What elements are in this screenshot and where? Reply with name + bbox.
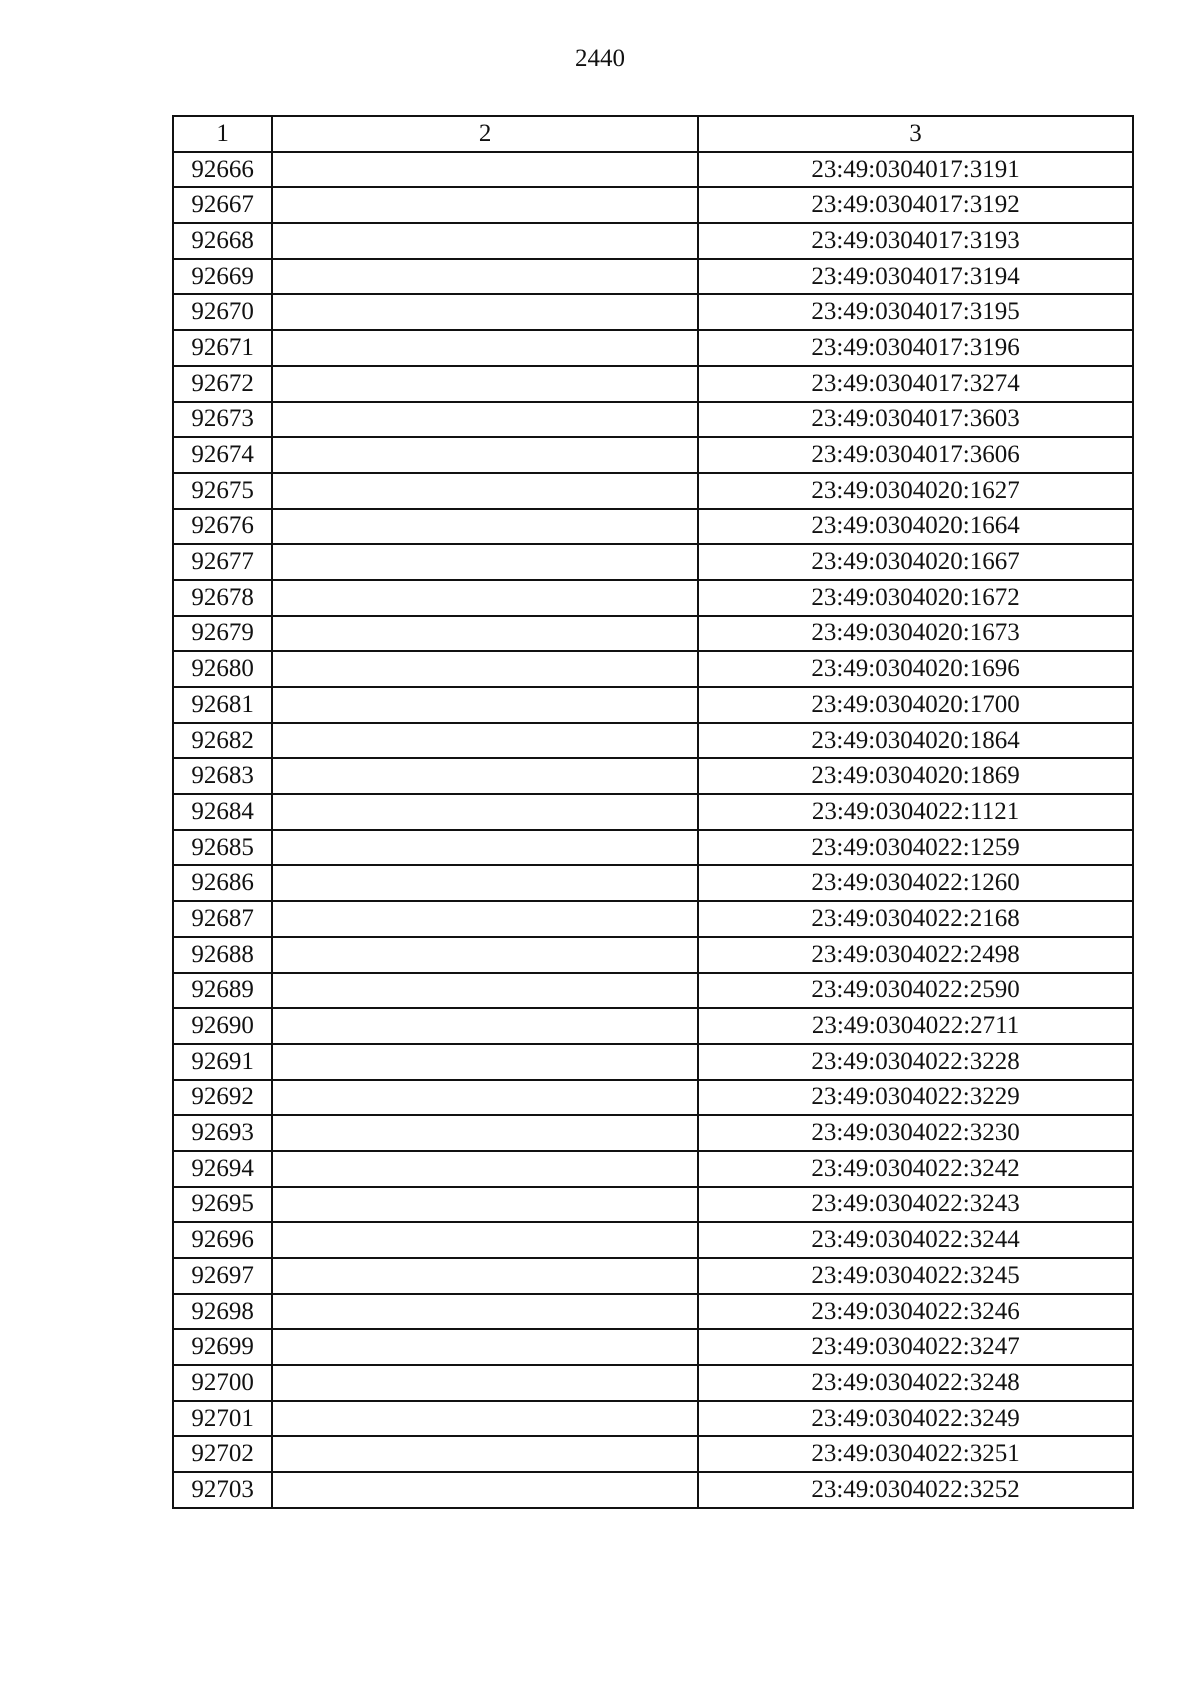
table-row (173, 973, 1133, 1009)
row-number-cell: 92687 (173, 901, 272, 937)
cadastral-number-cell: 23:49:0304020:1696 (698, 651, 1133, 687)
row-number-cell: 92668 (173, 223, 272, 259)
cadastral-number-cell: 23:49:0304020:1869 (698, 758, 1133, 794)
row-name-cell (272, 1472, 698, 1508)
header-cell-3: 3 (698, 116, 1133, 152)
cadastral-number-cell: 23:49:0304022:3242 (698, 1151, 1133, 1187)
table-row (173, 1258, 1133, 1294)
table-row (173, 366, 1133, 402)
row-name-cell (272, 1080, 698, 1116)
row-number-cell: 92703 (173, 1472, 272, 1508)
cadastral-number-cell: 23:49:0304020:1700 (698, 687, 1133, 723)
row-name-cell (272, 580, 698, 616)
table-row (173, 580, 1133, 616)
cadastral-number-cell: 23:49:0304017:3274 (698, 366, 1133, 402)
row-number-cell: 92688 (173, 937, 272, 973)
table-row (173, 402, 1133, 438)
row-number-cell: 92686 (173, 865, 272, 901)
row-name-cell (272, 223, 698, 259)
table-row (173, 1187, 1133, 1223)
cadastral-number-cell: 23:49:0304017:3606 (698, 437, 1133, 473)
table-row (173, 616, 1133, 652)
cadastral-number-cell: 23:49:0304017:3195 (698, 294, 1133, 330)
cadastral-number-cell: 23:49:0304017:3603 (698, 402, 1133, 438)
table-row (173, 294, 1133, 330)
row-number-cell: 92702 (173, 1436, 272, 1472)
table-body (173, 116, 1133, 1508)
row-number-cell: 92667 (173, 187, 272, 223)
header-cell-2: 2 (272, 116, 698, 152)
row-number-cell: 92676 (173, 509, 272, 545)
cadastral-number-cell: 23:49:0304022:3228 (698, 1044, 1133, 1080)
row-name-cell (272, 473, 698, 509)
row-name-cell (272, 937, 698, 973)
row-number-cell: 92701 (173, 1401, 272, 1437)
table-row (173, 1151, 1133, 1187)
row-number-cell: 92666 (173, 152, 272, 188)
cadastral-number-cell: 23:49:0304022:2498 (698, 937, 1133, 973)
table-row (173, 1115, 1133, 1151)
cadastral-number-cell: 23:49:0304020:1673 (698, 616, 1133, 652)
table-row (173, 901, 1133, 937)
cadastral-number-cell: 23:49:0304017:3191 (698, 152, 1133, 188)
row-number-cell: 92669 (173, 259, 272, 295)
row-name-cell (272, 1222, 698, 1258)
table-row (173, 1294, 1133, 1330)
row-number-cell: 92672 (173, 366, 272, 402)
row-number-cell: 92699 (173, 1329, 272, 1365)
cadastral-number-cell: 23:49:0304022:2711 (698, 1008, 1133, 1044)
table-row (173, 651, 1133, 687)
header-row (173, 116, 1133, 152)
row-name-cell (272, 1187, 698, 1223)
cadastral-number-cell: 23:49:0304022:3230 (698, 1115, 1133, 1151)
row-name-cell (272, 973, 698, 1009)
table-row (173, 687, 1133, 723)
row-number-cell: 92673 (173, 402, 272, 438)
row-number-cell: 92691 (173, 1044, 272, 1080)
cadastral-number-cell: 23:49:0304022:2590 (698, 973, 1133, 1009)
table-row (173, 437, 1133, 473)
table-row (173, 865, 1133, 901)
table-row (173, 1329, 1133, 1365)
row-number-cell: 92671 (173, 330, 272, 366)
row-name-cell (272, 152, 698, 188)
row-name-cell (272, 651, 698, 687)
cadastral-number-cell: 23:49:0304022:3243 (698, 1187, 1133, 1223)
table-row (173, 1222, 1133, 1258)
row-number-cell: 92695 (173, 1187, 272, 1223)
row-number-cell: 92678 (173, 580, 272, 616)
cadastral-number-cell: 23:49:0304022:3251 (698, 1436, 1133, 1472)
cadastral-number-cell: 23:49:0304022:3249 (698, 1401, 1133, 1437)
page-number: 2440 (575, 45, 625, 72)
row-number-cell: 92684 (173, 794, 272, 830)
row-name-cell (272, 1365, 698, 1401)
cadastral-number-cell: 23:49:0304022:3248 (698, 1365, 1133, 1401)
table-row (173, 1401, 1133, 1437)
row-name-cell (272, 1115, 698, 1151)
row-name-cell (272, 544, 698, 580)
row-name-cell (272, 330, 698, 366)
row-number-cell: 92670 (173, 294, 272, 330)
row-number-cell: 92681 (173, 687, 272, 723)
row-number-cell: 92675 (173, 473, 272, 509)
row-number-cell: 92685 (173, 830, 272, 866)
registry-table (172, 115, 1134, 1509)
table-row (173, 723, 1133, 759)
header-cell-1: 1 (173, 116, 272, 152)
row-number-cell: 92698 (173, 1294, 272, 1330)
cadastral-number-cell: 23:49:0304022:3245 (698, 1258, 1133, 1294)
table-row (173, 1365, 1133, 1401)
table-row (173, 937, 1133, 973)
cadastral-number-cell: 23:49:0304017:3196 (698, 330, 1133, 366)
row-number-cell: 92697 (173, 1258, 272, 1294)
row-name-cell (272, 1151, 698, 1187)
row-name-cell (272, 1008, 698, 1044)
table-row (173, 473, 1133, 509)
table-row (173, 1008, 1133, 1044)
table-row (173, 152, 1133, 188)
row-number-cell: 92692 (173, 1080, 272, 1116)
table-row (173, 758, 1133, 794)
table-row (173, 187, 1133, 223)
row-name-cell (272, 865, 698, 901)
row-name-cell (272, 437, 698, 473)
row-name-cell (272, 509, 698, 545)
table-row (173, 509, 1133, 545)
row-name-cell (272, 1401, 698, 1437)
cadastral-number-cell: 23:49:0304022:1121 (698, 794, 1133, 830)
table-row (173, 544, 1133, 580)
row-number-cell: 92696 (173, 1222, 272, 1258)
cadastral-number-cell: 23:49:0304017:3192 (698, 187, 1133, 223)
row-name-cell (272, 830, 698, 866)
row-number-cell: 92690 (173, 1008, 272, 1044)
row-number-cell: 92689 (173, 973, 272, 1009)
table-row (173, 223, 1133, 259)
cadastral-number-cell: 23:49:0304020:1672 (698, 580, 1133, 616)
row-name-cell (272, 187, 698, 223)
row-number-cell: 92674 (173, 437, 272, 473)
row-number-cell: 92683 (173, 758, 272, 794)
cadastral-number-cell: 23:49:0304020:1667 (698, 544, 1133, 580)
cadastral-number-cell: 23:49:0304022:1260 (698, 865, 1133, 901)
row-number-cell: 92677 (173, 544, 272, 580)
table-row (173, 259, 1133, 295)
cadastral-number-cell: 23:49:0304020:1664 (698, 509, 1133, 545)
row-number-cell: 92679 (173, 616, 272, 652)
row-name-cell (272, 687, 698, 723)
row-name-cell (272, 901, 698, 937)
row-number-cell: 92693 (173, 1115, 272, 1151)
row-name-cell (272, 1329, 698, 1365)
row-number-cell: 92694 (173, 1151, 272, 1187)
table-row (173, 330, 1133, 366)
row-name-cell (272, 758, 698, 794)
cadastral-number-cell: 23:49:0304020:1864 (698, 723, 1133, 759)
cadastral-number-cell: 23:49:0304022:2168 (698, 901, 1133, 937)
table-row (173, 1436, 1133, 1472)
cadastral-number-cell: 23:49:0304017:3194 (698, 259, 1133, 295)
cadastral-number-cell: 23:49:0304022:3252 (698, 1472, 1133, 1508)
cadastral-number-cell: 23:49:0304022:3229 (698, 1080, 1133, 1116)
row-number-cell: 92682 (173, 723, 272, 759)
cadastral-number-cell: 23:49:0304017:3193 (698, 223, 1133, 259)
row-name-cell (272, 723, 698, 759)
row-name-cell (272, 616, 698, 652)
row-name-cell (272, 1436, 698, 1472)
cadastral-number-cell: 23:49:0304022:1259 (698, 830, 1133, 866)
row-name-cell (272, 1294, 698, 1330)
table-row (173, 794, 1133, 830)
table-row (173, 830, 1133, 866)
row-name-cell (272, 1258, 698, 1294)
table-row (173, 1472, 1133, 1508)
cadastral-number-cell: 23:49:0304022:3246 (698, 1294, 1133, 1330)
cadastral-number-cell: 23:49:0304022:3244 (698, 1222, 1133, 1258)
row-number-cell: 92680 (173, 651, 272, 687)
row-name-cell (272, 794, 698, 830)
cadastral-number-cell: 23:49:0304022:3247 (698, 1329, 1133, 1365)
row-name-cell (272, 366, 698, 402)
row-name-cell (272, 259, 698, 295)
row-name-cell (272, 402, 698, 438)
row-name-cell (272, 1044, 698, 1080)
cadastral-number-cell: 23:49:0304020:1627 (698, 473, 1133, 509)
row-number-cell: 92700 (173, 1365, 272, 1401)
row-name-cell (272, 294, 698, 330)
table-row (173, 1080, 1133, 1116)
table-row (173, 1044, 1133, 1080)
